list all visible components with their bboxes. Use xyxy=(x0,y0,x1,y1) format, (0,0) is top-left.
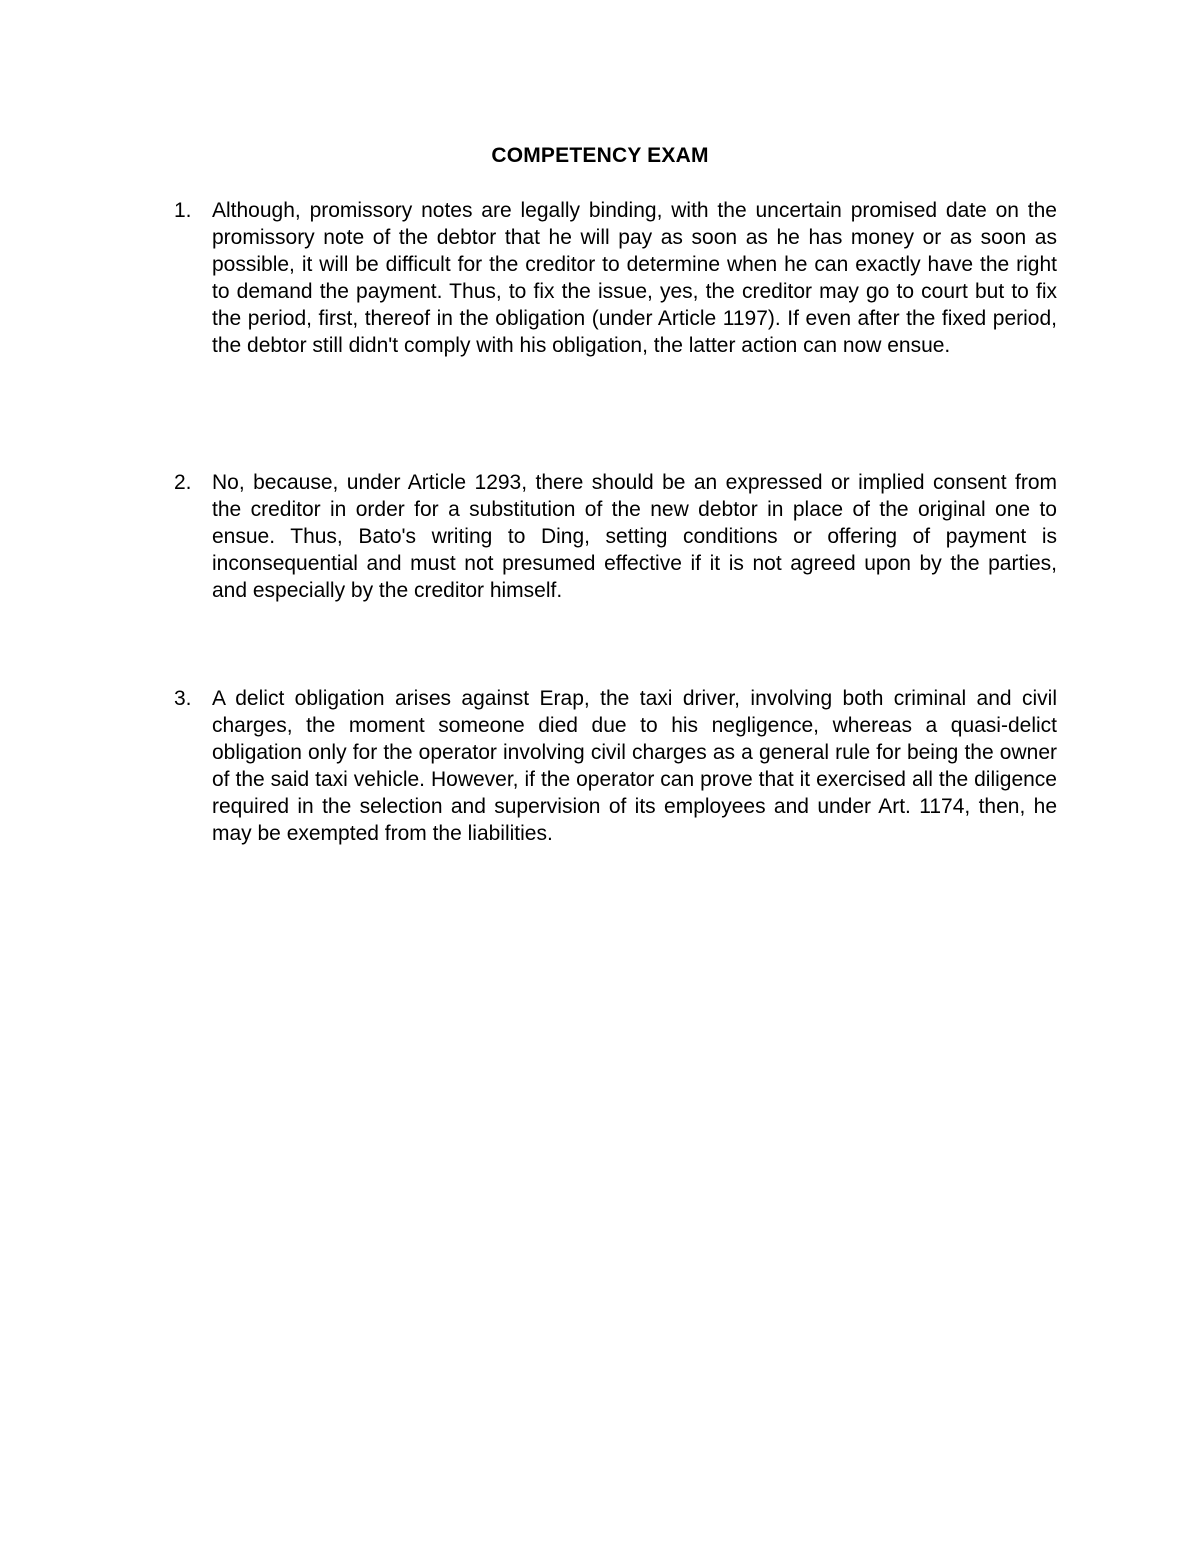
answer-number: 1. xyxy=(174,199,192,222)
answer-text: No, because, under Article 1293, there should be an expressed or implied consent from the creditor in order for a substitution of the new debtor in place of the original one to ensue. Thus, Bato's writing to Ding, setting conditions or offering of payment is inconsequential and must not presumed effective if it is not agreed upon by the parties, and especially by the creditor himself. xyxy=(212,471,1057,602)
answer-text: Although, promissory notes are legally binding, with the uncertain promised date on the promissory note of the debtor that he will pay as soon as he has money or as soon as possible, it will be difficult for the creditor to determine when he can exactly have the right to demand the payment. Thus, to fix the issue, yes, the creditor may go to court but to fix the period, first, thereof in the obligation (under Article 1197). If even after the fixed period, the debtor still didn't comply with his obligation, the latter action can now ensue. xyxy=(212,199,1057,357)
answer-number: 3. xyxy=(174,687,192,710)
answer-text: A delict obligation arises against Erap, the taxi driver, involving both criminal and civil charges, the moment someone died due to his negligence, whereas a quasi-delict obligation only for the operator involving civil charges as a general rule for being the owner of the said taxi vehicle. However, if the operator can prove that it exercised all the diligence required in the selection and supervision of its employees and under Art. 1174, then, he may be exempted from the liabilities. xyxy=(212,687,1057,845)
document-title: COMPETENCY EXAM xyxy=(491,144,709,167)
answer-number: 2. xyxy=(174,471,192,494)
